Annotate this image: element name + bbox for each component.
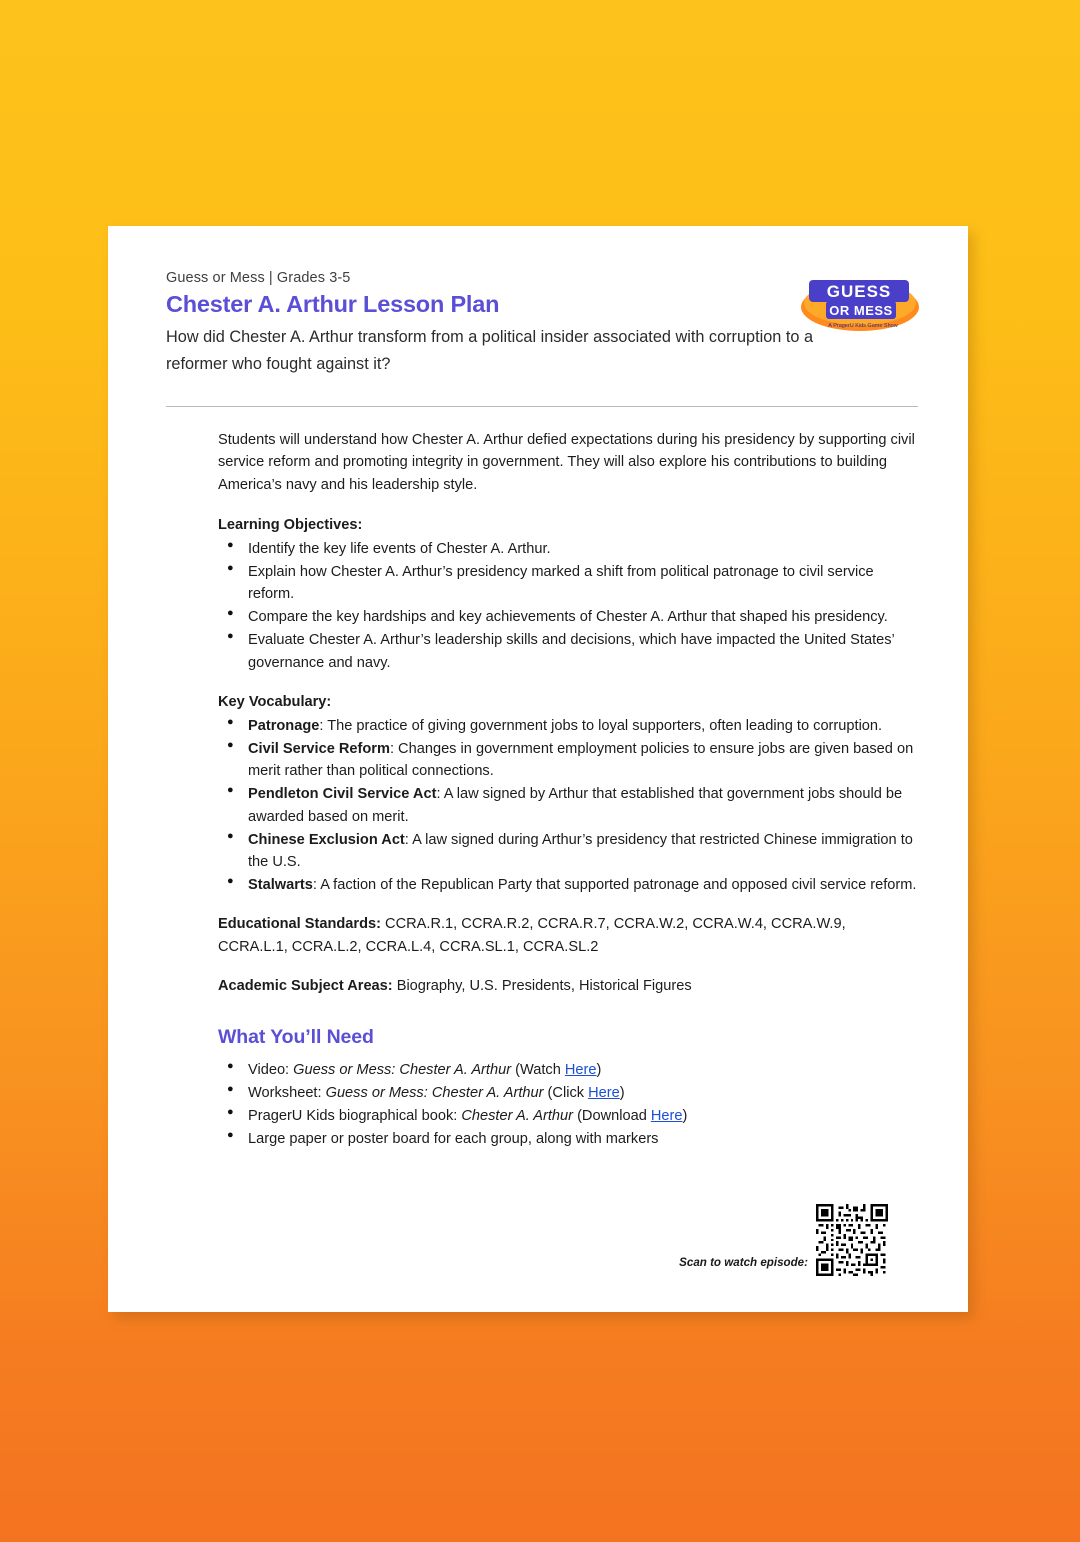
list-item [246,715,918,737]
header-divider [166,406,918,407]
vocab-term: Civil Service Reform [248,741,390,758]
objective-text: Identify the key life events of Chester A. Arthur. [248,540,551,557]
page-title: Chester A. Arthur Lesson Plan [166,291,500,317]
need-italic: Guess or Mess: Chester A. Arthur [325,1084,544,1101]
need-mid: (Watch [511,1061,565,1078]
list-item [246,783,918,827]
learning-objectives-list [218,538,918,674]
vocab-term: Pendleton Civil Service Act [248,786,437,803]
svg-text:OR MESS: OR MESS [829,303,893,318]
vocab-definition: : The practice of giving government jobs to loyal supporters, often leading to corruption. [319,717,883,734]
need-suffix: ) [619,1084,625,1101]
overview-paragraph: Students will understand how Chester A. Arthur defied expectations during his presidency by supporting civil service reform and promoting integrity in government. They will also explore his contributions to building America’s navy and his leadership style. [218,431,915,493]
objective-text: Explain how Chester A. Arthur’s presidency marked a shift from political patronage to civil service reform. [248,563,874,603]
list-item [246,629,918,673]
educational-standards-value: CCRA.R.1, CCRA.R.2, CCRA.R.7, CCRA.W.2, CCRA.W.4, CCRA.W.9, CCRA.L.1, CCRA.L.2, CCRA.L.4, CCRA.SL.1, CCRA.SL.2 [218,916,846,955]
list-item [246,1082,918,1104]
academic-subject-areas [218,975,918,998]
what-youll-need-title: What You’ll Need [218,1026,374,1049]
vocab-definition: : A faction of the Republican Party that supported patronage and opposed civil service reform. [312,877,917,894]
page-content [166,270,918,1269]
educational-standards-label: Educational Standards: [218,916,381,933]
need-mid: (Download [573,1108,651,1125]
need-prefix: Video: [248,1061,294,1078]
objective-text: Evaluate Chester A. Arthur’s leadership skills and decisions, which have impacted the United States’ governance and navy. [248,632,895,671]
need-prefix: Worksheet: [248,1084,326,1101]
need-italic: Chester A. Arthur [461,1108,574,1125]
list-item [246,738,918,782]
list-item [246,1128,918,1150]
list-item [246,829,918,873]
svg-text:GUESS: GUESS [826,282,892,301]
learning-objectives-label: Learning Objectives: [218,516,363,533]
list-item [246,1105,918,1127]
need-suffix: ) [682,1108,688,1125]
list-item [246,1059,918,1081]
need-mid: (Click [543,1084,589,1101]
list-item [246,538,918,560]
lesson-body [218,429,918,1151]
list-item [246,561,918,605]
page-subtitle: How did Chester A. Arthur transform from a political insider associated with corruption to a reformer who fought against it? [166,328,814,373]
vocab-definition: : A law signed by Arthur that established that government jobs should be awarded based on merit. [248,786,903,825]
lesson-plan-page [108,226,968,1312]
objective-text: Compare the key hardships and key achievements of Chester A. Arthur that shaped his presidency. [248,609,888,626]
need-italic: Guess or Mess: Chester A. Arthur [293,1061,512,1078]
need-prefix: Large paper or poster board for each group, along with markers [248,1131,659,1148]
vocab-term: Patronage [248,717,320,734]
list-item [246,874,918,896]
book-download-link[interactable]: Here [650,1108,683,1125]
vocab-definition: : Changes in government employment policies to ensure jobs are given based on merit rather than political connections. [248,741,914,780]
what-youll-need-list [218,1059,918,1151]
watch-video-link[interactable]: Here [564,1061,597,1078]
need-suffix: ) [596,1061,602,1078]
worksheet-link[interactable]: Here [588,1084,620,1101]
key-vocabulary-list [218,715,918,896]
vocab-definition: : A law signed during Arthur’s presidency that restricted Chinese immigration to the U.S. [248,831,913,870]
guess-or-mess-logo [800,272,920,338]
qr-code-icon[interactable] [816,1204,888,1276]
kicker-text: Guess or Mess | Grades 3-5 [166,270,351,286]
qr-code-wrapper[interactable] [816,1204,936,1276]
vocab-term: Stalwarts [248,877,313,894]
qr-caption: Scan to watch episode: [679,1256,808,1269]
need-prefix: PragerU Kids biographical book: [248,1108,462,1125]
academic-subject-areas-label: Academic Subject Areas: [218,977,393,994]
list-item [246,606,918,628]
educational-standards [218,913,918,958]
vocab-term: Chinese Exclusion Act [248,831,405,848]
svg-text:A PragerU Kids Game Show: A PragerU Kids Game Show [828,323,898,329]
academic-subject-areas-value: Biography, U.S. Presidents, Historical Figures [392,977,692,994]
key-vocabulary-label: Key Vocabulary: [218,693,332,710]
